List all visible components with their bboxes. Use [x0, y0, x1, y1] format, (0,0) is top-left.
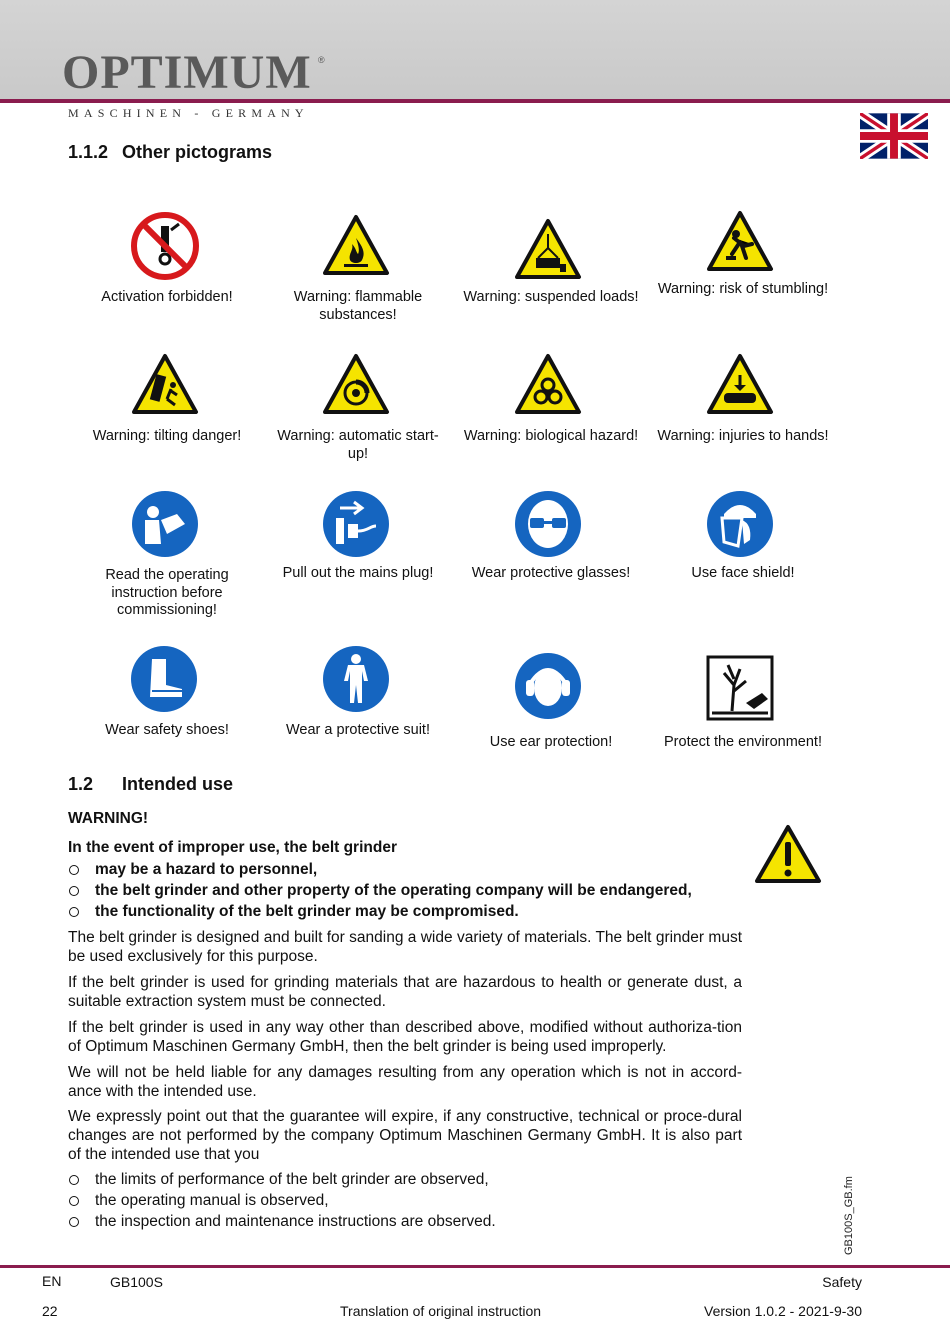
section-title: Other pictograms — [122, 142, 273, 162]
pull-plug-icon — [322, 490, 390, 558]
list-item: the functionality of the belt grinder may be compromised. — [68, 901, 692, 922]
pictogram-label: Protect the environment! — [664, 734, 822, 750]
pictogram-label: Wear a protective suit! — [286, 722, 430, 738]
bullet-circle-icon — [69, 886, 79, 896]
section-number: 1.2 — [68, 774, 94, 794]
safety-shoes-icon — [130, 645, 198, 713]
footer-chapter: Safety — [822, 1274, 862, 1290]
bullet-circle-icon — [69, 1175, 79, 1185]
ear-protection-icon — [514, 652, 582, 720]
protective-suit-icon — [322, 645, 390, 713]
list-item: the belt grinder and other property of the operating company will be endangered, — [68, 880, 692, 901]
paragraph: We expressly point out that the guarantee will expire, if any constructive, technical or proce-dural changes are not performed by the company Optimum Maschinen Germany GmbH. It is also part of the intended use that you — [68, 1108, 742, 1163]
footer-page-number: 22 — [42, 1303, 58, 1319]
tilting-warning-icon — [130, 353, 200, 415]
suspended-loads-warning-icon — [514, 218, 582, 280]
footer-model: GB100S — [110, 1274, 163, 1290]
warning-intro: In the event of improper use, the belt grinder — [68, 839, 397, 856]
bullet-circle-icon — [69, 1196, 79, 1206]
list-item: the inspection and maintenance instructions are observed. — [68, 1211, 496, 1232]
pictogram-label: Wear protective glasses! — [471, 565, 631, 581]
bullet-circle-icon — [69, 1217, 79, 1227]
section-title: Intended use — [122, 774, 234, 794]
pictogram-label: Warning: biological hazard! — [463, 428, 639, 444]
paragraph: We will not be held liable for any damages resulting from any operation which is not in accord-ance with the intended use. — [68, 1064, 742, 1100]
warning-list — [68, 859, 692, 922]
biohazard-warning-icon — [514, 353, 582, 415]
footer-translation-note: Translation of original instruction — [340, 1303, 542, 1319]
conditions-list — [68, 1169, 496, 1232]
general-warning-icon — [754, 824, 822, 884]
header-rule — [0, 99, 950, 103]
footer-rule — [0, 1265, 950, 1268]
list-item: the operating manual is observed, — [68, 1190, 496, 1211]
logo-tagline: MASCHINEN - GERMANY — [68, 106, 309, 120]
bullet-circle-icon — [69, 865, 79, 875]
activation-forbidden-icon — [131, 212, 199, 280]
read-manual-icon — [131, 490, 199, 558]
list-item: may be a hazard to personnel, — [68, 859, 692, 880]
warning-title: WARNING! — [68, 810, 149, 827]
file-id-vertical: GB100S_GB.fm — [843, 1176, 855, 1255]
pictogram-label: Warning: flammable substances! — [293, 289, 423, 323]
logo-wordmark: OPTIMUM — [62, 46, 312, 99]
pictogram-label: Pull out the mains plug! — [282, 565, 434, 581]
paragraph: If the belt grinder is used for grinding materials that are hazardous to health or generate dust, a suitable extraction system must be connected. — [68, 974, 742, 1010]
stumbling-warning-icon — [706, 210, 774, 272]
pictogram-label: Activation forbidden! — [101, 289, 233, 305]
footer-version: Version 1.0.2 - 2021-9-30 — [704, 1303, 862, 1319]
hand-injury-warning-icon — [706, 353, 774, 415]
paragraph: If the belt grinder is used in any way other than described above, modified without authoriza-tion of Optimum Maschinen Germany GmbH, then the belt grinder is being used improperly. — [68, 1019, 742, 1055]
uk-flag-icon — [860, 113, 928, 159]
logo-registered-mark: ® — [318, 55, 325, 65]
protective-glasses-icon — [514, 490, 582, 558]
footer-language: EN — [42, 1273, 62, 1289]
bullet-circle-icon — [69, 907, 79, 917]
pictogram-label: Warning: tilting danger! — [92, 428, 242, 444]
pictogram-label: Warning: risk of stumbling! — [657, 281, 829, 297]
pictogram-label: Warning: injuries to hands! — [657, 428, 829, 444]
environment-icon — [706, 655, 774, 721]
paragraph: The belt grinder is designed and built for sanding a wide variety of materials. The belt grinder must be used exclusively for this purpose. — [68, 929, 742, 965]
section-number: 1.1.2 — [68, 142, 109, 162]
pictogram-label: Read the operating instruction before commissioning! — [105, 567, 229, 618]
pictogram-label: Warning: automatic start-up! — [277, 428, 439, 462]
face-shield-icon — [706, 490, 774, 558]
flammable-warning-icon — [322, 214, 390, 276]
automatic-startup-warning-icon — [322, 353, 390, 415]
pictogram-label: Use ear protection! — [489, 734, 613, 750]
pictogram-label: Warning: suspended loads! — [463, 289, 639, 305]
list-item: the limits of performance of the belt grinder are observed, — [68, 1169, 496, 1190]
pictogram-label: Wear safety shoes! — [105, 722, 229, 738]
pictogram-label: Use face shield! — [691, 565, 795, 581]
